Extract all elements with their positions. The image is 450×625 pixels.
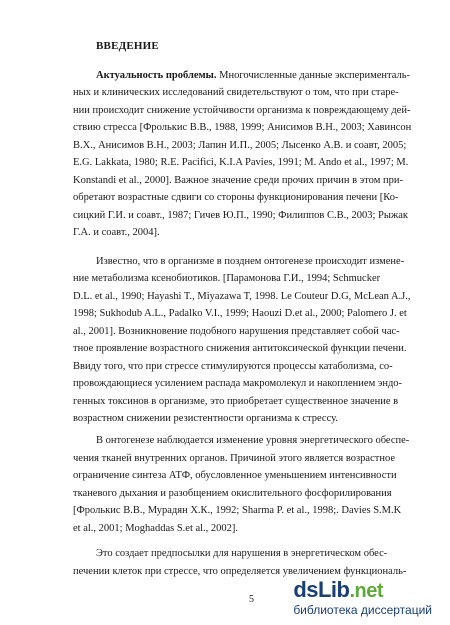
paragraph-line: et al., 2001; Moghaddas S.et al., 2002]. xyxy=(73,523,239,534)
paragraph-line: В онтогенезе наблюдается изменение уровня энергетического обеспе- xyxy=(96,435,410,446)
watermark-subtitle: библиотека диссертаций xyxy=(293,603,432,617)
paragraph-line: возрастном снижении резистентности организма к стрессу. xyxy=(73,413,338,424)
paragraph-line: [Фролькис В.В., Мурадян Х.К., 1992; Sharma P. et al., 1998;. Davies S.M.K xyxy=(73,505,402,516)
paragraph-line: ствию стресса [Фролькис В.В., 1988, 1999; Анисимов В.Н., 2003; Хавинсон xyxy=(73,122,412,133)
paragraph-text: Многочисленные данные эксперименталь- xyxy=(216,70,411,81)
paragraph-line: Г.А. и соавт., 2004]. xyxy=(73,227,160,238)
watermark-brand-main: dsLib xyxy=(293,577,350,602)
paragraph-line: D.L. et al., 1990; Hayashi T., Miyazawa T, 1998. Le Couteur D.G, McLean A.J., xyxy=(73,291,411,302)
paragraph-line: E.G. Lakkata, 1980; R.E. Pacifici, K.I.A Pavies, 1991; M. Ando et al., 1997; M. xyxy=(73,157,409,168)
watermark-brand xyxy=(293,579,432,602)
paragraph-line: Известно, что в организме в позднем онтогенезе происходит измене- xyxy=(96,256,405,267)
watermark-brand-tld: .net xyxy=(349,580,384,602)
paragraph-line: чения тканей внутренних органов. Причиной этого является возрастное xyxy=(73,453,395,464)
paragraph-line: Это создает предпосылки для нарушения в энергетическом обес- xyxy=(96,548,388,559)
paragraph-line: al., 2001]. Возникновение подобного нарушения представляет собой час- xyxy=(73,326,400,337)
watermark-logo xyxy=(293,579,432,617)
paragraph-line: Ввиду того, что при стрессе стимулируются процессы катаболизма, со- xyxy=(73,361,393,372)
paragraph-line xyxy=(96,68,410,84)
paragraph-line: Konstandi et al., 2000]. Важное значение среди прочих причин в этом при- xyxy=(73,175,403,186)
paragraph-line: нии происходит снижение устойчивости организма к повреждающему дей- xyxy=(73,105,411,116)
paragraph-line: тное проявление возрастного снижения антитоксической функции печени. xyxy=(73,343,407,354)
paragraph-line: ных и клинических исследований свидетельствуют о том, что при старе- xyxy=(73,87,399,98)
section-heading: ВВЕДЕНИЕ xyxy=(96,40,159,52)
paragraph-line: ограничение синтеза АТФ, обусловленное уменьшением интенсивности xyxy=(73,470,397,481)
paragraph-line: обретают возрастные сдвиги со стороны функционирования печени [Ко- xyxy=(73,192,399,203)
page-number: 5 xyxy=(249,594,254,605)
paragraph-line: тканевого дыхания и разобщением окислительного фосфорилирования xyxy=(73,488,392,499)
paragraph-line: В.Х., Анисимов В.Н., 2003; Лапин И.П., 2005; Лысенко А.В. и соавт, 2005; xyxy=(73,140,407,151)
paragraph-line: 1998; Sukhodub A.L., Padalko V.I., 1999; Haouzi D.et al., 2000; Palomero J. et xyxy=(73,308,407,319)
paragraph-line: генных токсинов в организме, это приобретает существенное значение в xyxy=(73,396,399,407)
paragraph-line: печении клеток при стрессе, что определяется увеличением функциональ- xyxy=(73,566,407,577)
paragraph-line: провождающиеся усилением распада макромолекул и накоплением эндо- xyxy=(73,378,403,389)
paragraph-label: Актуальность проблемы. xyxy=(96,70,217,81)
paragraph-line: ние метаболизма ксенобиотиков. [Парамонова Г.И., 1994; Schmucker xyxy=(73,273,381,284)
paragraph-line: сицкий Г.И. и соавт., 1987; Гичев Ю.П., 1990; Филиппов С.В., 2003; Рыжак xyxy=(73,210,408,221)
